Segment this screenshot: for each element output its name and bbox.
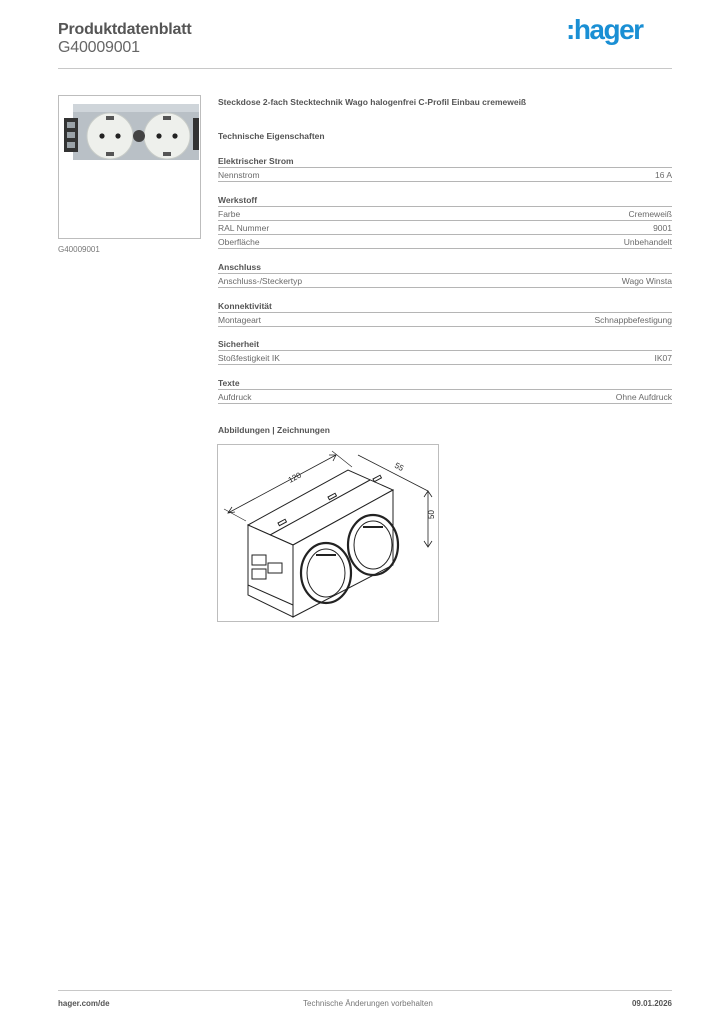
page-title: Produktdatenblatt bbox=[58, 21, 192, 38]
product-photo bbox=[58, 95, 201, 239]
header-divider bbox=[58, 68, 672, 69]
group-heading-texts: Texte bbox=[218, 378, 672, 390]
group-heading-material: Werkstoff bbox=[218, 195, 672, 207]
spec-label: Oberfläche bbox=[218, 237, 260, 247]
dimension-drawing-icon bbox=[218, 445, 438, 621]
product-title: Steckdose 2-fach Stecktechnik Wago halogenfrei C-Profil Einbau cremeweiß bbox=[218, 97, 527, 107]
spec-value: Cremeweiß bbox=[628, 209, 672, 219]
spec-row bbox=[218, 222, 672, 235]
footer-notice: Technische Änderungen vorbehalten bbox=[303, 999, 433, 1008]
spec-label: Aufdruck bbox=[218, 392, 252, 402]
footer-divider bbox=[58, 990, 672, 991]
group-heading-electrical: Elektrischer Strom bbox=[218, 156, 672, 168]
spec-label: Montageart bbox=[218, 315, 261, 325]
footer-website: hager.com/de bbox=[58, 999, 110, 1008]
hager-logo: :hager bbox=[566, 14, 643, 45]
svg-text:50: 50 bbox=[427, 510, 436, 519]
spec-row bbox=[218, 236, 672, 249]
photo-caption: G40009001 bbox=[58, 245, 100, 254]
spec-label: Farbe bbox=[218, 209, 241, 219]
footer-date: 09.01.2026 bbox=[631, 999, 672, 1008]
product-code: G40009001 bbox=[58, 39, 140, 56]
spec-row bbox=[218, 208, 672, 221]
spec-value: Wago Winsta bbox=[621, 276, 672, 286]
spec-row bbox=[218, 275, 672, 288]
spec-label: Anschluss-/Steckertyp bbox=[218, 276, 303, 286]
spec-value: Unbehandelt bbox=[623, 237, 672, 247]
spec-value: IK07 bbox=[654, 353, 672, 363]
spec-label: Stoßfestigkeit IK bbox=[218, 353, 280, 363]
svg-text:55: 55 bbox=[393, 460, 406, 473]
spec-value: Ohne Aufdruck bbox=[615, 392, 672, 402]
group-heading-safety: Sicherheit bbox=[218, 339, 672, 351]
spec-label: RAL Nummer bbox=[218, 223, 270, 233]
spec-row bbox=[218, 314, 672, 327]
spec-value: 9001 bbox=[653, 223, 672, 233]
group-heading-connectivity: Konnektivität bbox=[218, 301, 672, 313]
spec-row bbox=[218, 352, 672, 365]
spec-row bbox=[218, 391, 672, 404]
spec-label: Nennstrom bbox=[218, 170, 260, 180]
spec-row bbox=[218, 169, 672, 182]
svg-text:120: 120 bbox=[286, 470, 303, 485]
section-heading-drawings: Abbildungen | Zeichnungen bbox=[218, 425, 330, 435]
section-heading-technical: Technische Eigenschaften bbox=[218, 131, 325, 141]
technical-drawing bbox=[217, 444, 439, 622]
socket-photo-icon bbox=[59, 96, 201, 239]
group-heading-connection: Anschluss bbox=[218, 262, 672, 274]
spec-value: 16 A bbox=[654, 170, 672, 180]
spec-value: Schnappbefestigung bbox=[594, 315, 672, 325]
